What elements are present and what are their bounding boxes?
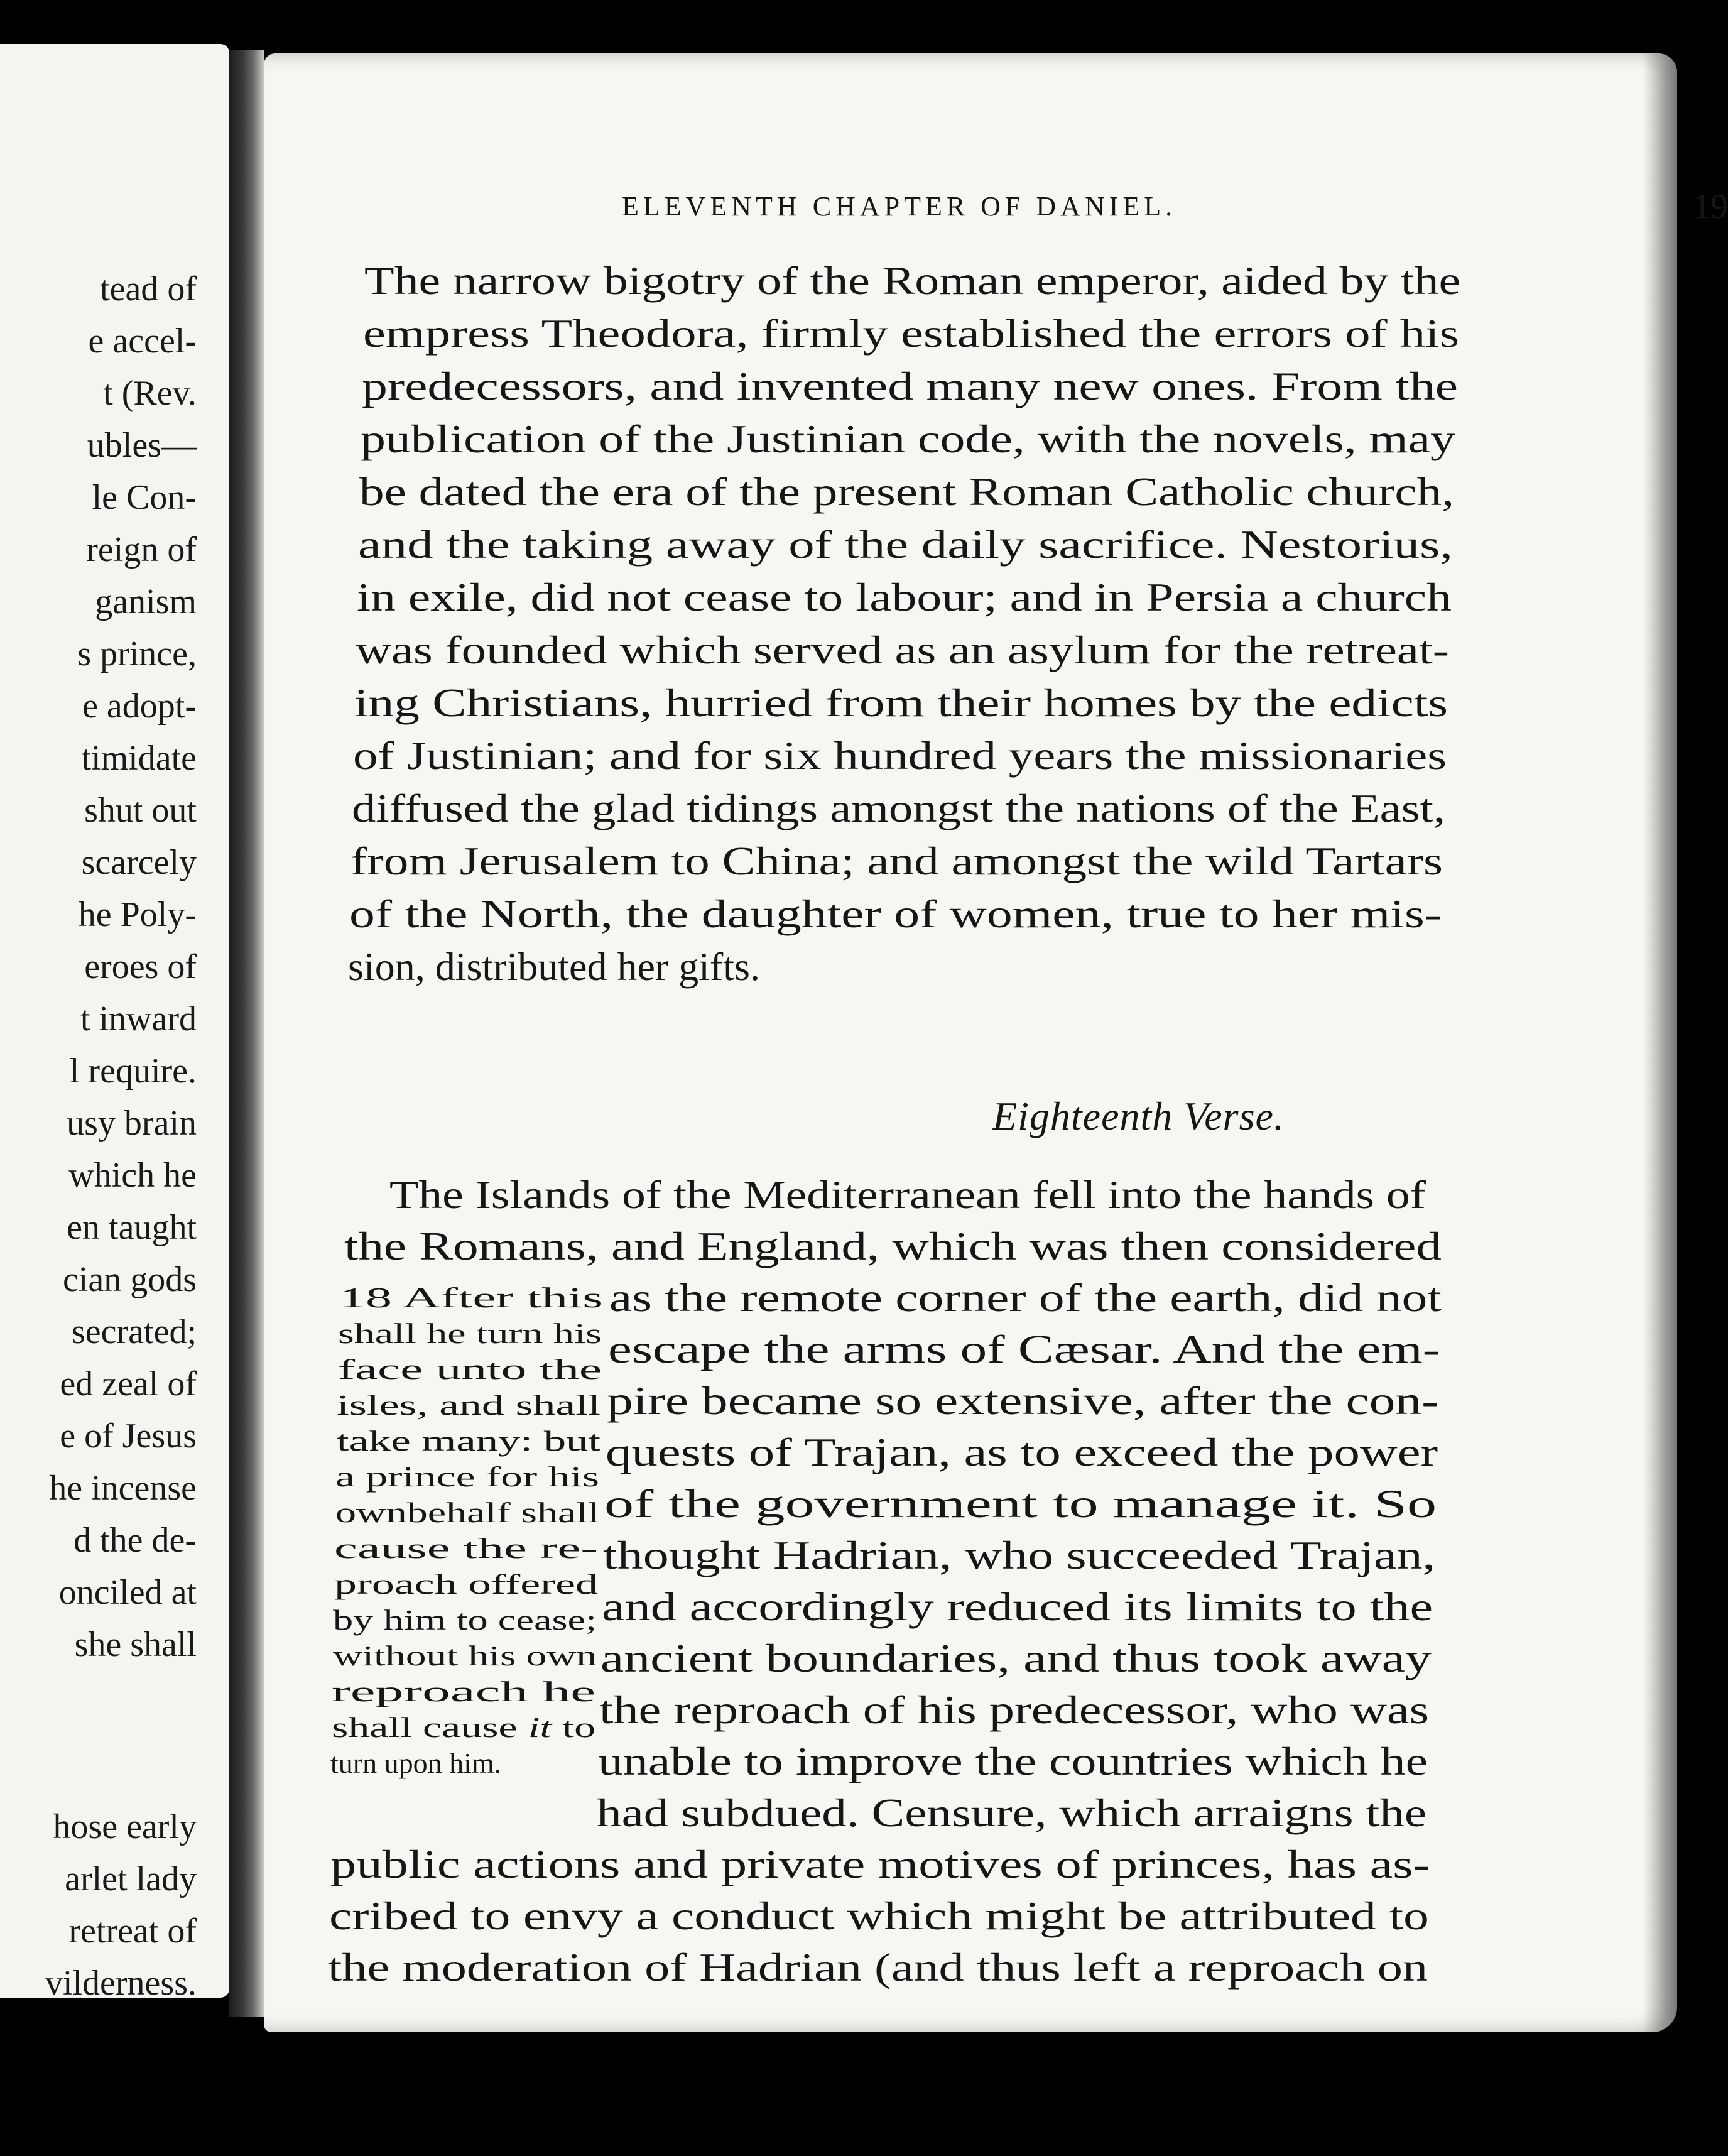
previous-page-line: e of Jesus — [60, 1417, 197, 1456]
verse-note-line: face unto the — [338, 1353, 602, 1385]
text-line: predecessors, and invented many new ones. From the — [362, 364, 1459, 408]
previous-page-line: e accel- — [88, 322, 197, 361]
previous-page-line: l require. — [69, 1052, 197, 1091]
verse-note-italic: it — [528, 1711, 552, 1743]
text-line: cribed to envy a conduct which might be attributed to — [329, 1893, 1429, 1938]
previous-page-line: en taught — [67, 1208, 197, 1247]
text-line: pire became so extensive, after the con- — [607, 1378, 1439, 1423]
text-line: publication of the Justinian code, with the novels, may — [361, 416, 1455, 461]
verse-note-text: to — [552, 1711, 595, 1743]
book-spine — [229, 50, 264, 2017]
text-line: ing Christians, hurried from their homes by the edicts — [354, 680, 1448, 725]
verse-note-line: reproach he — [332, 1675, 595, 1707]
running-head: ELEVENTH CHAPTER OF DANIEL. — [622, 191, 1177, 222]
verse-note-line: by him to cease; — [333, 1604, 597, 1636]
previous-page-line: le Con- — [92, 478, 197, 517]
previous-page-line: tead of — [100, 270, 197, 308]
previous-page-line: t inward — [80, 999, 197, 1038]
previous-page-line: secrated; — [72, 1312, 197, 1351]
previous-page-line: s prince, — [77, 634, 197, 673]
text-line: unable to improve the countries which he — [598, 1739, 1428, 1783]
previous-page-line: ganism — [95, 582, 197, 621]
previous-page-line: usy brain — [67, 1104, 197, 1143]
text-line: escape the arms of Cæsar. And the em- — [608, 1327, 1441, 1371]
previous-page-line: t (Rev. — [103, 374, 197, 413]
text-line: ancient boundaries, and thus took away — [600, 1636, 1432, 1680]
text-line: thought Hadrian, who succeeded Trajan, — [603, 1533, 1436, 1577]
verse-note-line: isles, and shall — [337, 1389, 601, 1421]
previous-page — [0, 44, 229, 2003]
text-line: the reproach of his predecessor, who was — [599, 1687, 1430, 1732]
text-line: the Romans, and England, which was then considered — [344, 1224, 1442, 1268]
verse-note-text: shall cause — [332, 1711, 528, 1743]
text-line: from Jerusalem to China; and amongst the wild Tartars — [350, 839, 1443, 883]
text-line: public actions and private motives of princes, has as- — [330, 1842, 1430, 1886]
verse-note-line: without his own — [333, 1640, 597, 1672]
text-line: diffused the glad tidings amongst the nations of the East, — [352, 786, 1446, 830]
text-line: in exile, did not cease to labour; and in Persia a church — [357, 575, 1452, 619]
text-line: sion, distributed her gifts. — [348, 944, 760, 989]
text-line: the moderation of Hadrian (and thus left a reproach on — [328, 1945, 1428, 1990]
verse-note-line: shall he turn his — [338, 1317, 602, 1349]
text-line: of the government to manage it. So — [604, 1481, 1437, 1526]
section-heading: Eighteenth Verse. — [992, 1094, 1285, 1138]
text-line: of the North, the daughter of women, true to her mis- — [349, 891, 1442, 936]
previous-page-line: ubles— — [87, 426, 197, 465]
previous-page-line: e adopt- — [82, 687, 197, 726]
previous-page-line: eroes of — [84, 947, 197, 986]
verse-note-line: 18 After this — [339, 1282, 603, 1314]
previous-page-line: reign of — [86, 530, 197, 569]
text-line: The narrow bigotry of the Roman emperor, aided by the — [364, 258, 1461, 303]
verse-note-line: a prince for his — [335, 1461, 599, 1493]
previous-page-line: ed zeal of — [60, 1364, 197, 1403]
previous-page-line: vilderness. — [45, 1964, 197, 2003]
verse-note-line: proach offered — [334, 1568, 598, 1600]
text-line: The Islands of the Mediterranean fell into the hands of — [389, 1172, 1426, 1217]
text-line: and the taking away of the daily sacrifice. Nestorius, — [358, 522, 1454, 567]
previous-page-line: timidate — [81, 739, 197, 778]
text-line: empress Theodora, firmly established the errors of his — [363, 311, 1460, 356]
previous-page-line: shut out — [84, 791, 197, 830]
previous-page-line: cian gods — [62, 1260, 197, 1299]
verse-note-line — [332, 1713, 595, 1742]
verse-note-line: turn upon him. — [330, 1747, 502, 1779]
verse-note-line: take many: but — [337, 1425, 601, 1457]
verse-note-line: ownbehalf shall — [335, 1496, 599, 1528]
previous-page-line: scarcely — [81, 843, 197, 882]
text-line: be dated the era of the present Roman Catholic church, — [359, 469, 1455, 514]
page-edge-shadow — [1643, 53, 1677, 2032]
previous-page-line: d the de- — [73, 1521, 197, 1560]
previous-page-line: onciled at — [58, 1573, 197, 1612]
text-line: had subdued. Censure, which arraigns the — [597, 1790, 1426, 1835]
previous-page-line: she shall — [74, 1625, 197, 1664]
current-page — [264, 53, 1728, 2032]
previous-page-line: arlet lady — [65, 1859, 197, 1898]
previous-page-line: retreat of — [68, 1912, 197, 1951]
verse-note-line: cause the re- — [334, 1532, 599, 1564]
text-line: was founded which served as an asylum for the retreat- — [356, 628, 1450, 672]
previous-page-line: which he — [68, 1156, 197, 1195]
previous-page-line: hose early — [53, 1807, 197, 1846]
previous-page-line: he incense — [49, 1469, 197, 1508]
previous-page-line: he Poly- — [78, 895, 197, 934]
text-line: as the remote corner of the earth, did not — [609, 1275, 1442, 1320]
page-number: 19 — [1693, 187, 1728, 226]
text-line: of Justinian; and for six hundred years the missionaries — [353, 733, 1447, 778]
text-line: and accordingly reduced its limits to the — [602, 1584, 1433, 1629]
text-line: quests of Trajan, as to exceed the power — [606, 1430, 1438, 1474]
